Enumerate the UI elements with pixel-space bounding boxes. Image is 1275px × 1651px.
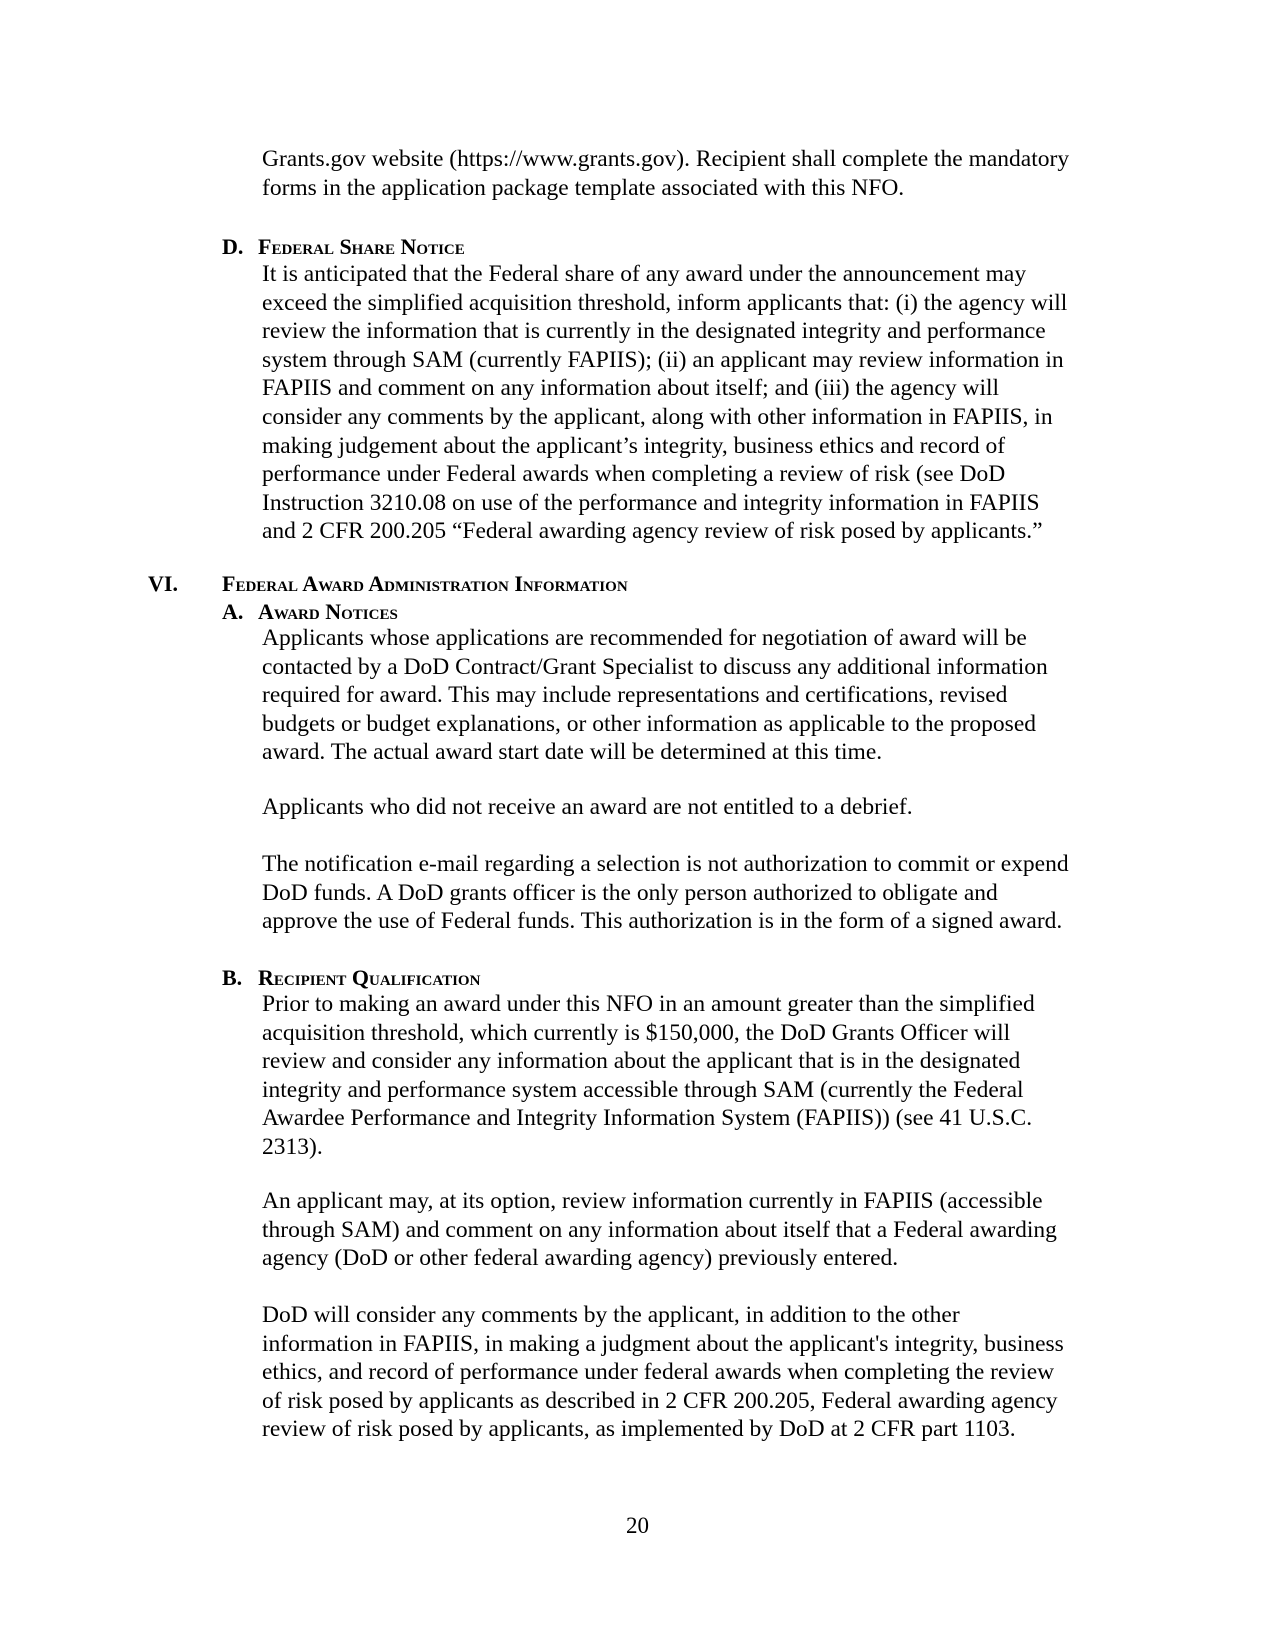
section-title: Award Notices xyxy=(258,599,398,624)
text-line: integrity and performance system accessible through SAM (currently the Federal xyxy=(262,1076,1024,1103)
text-line: Prior to making an award under this NFO in an amount greater than the simplified xyxy=(262,991,1035,1017)
text-line: forms in the application package template associated with this NFO. xyxy=(262,174,905,201)
text-line: Grants.gov website (https://www.grants.gov). Recipient shall complete the mandatory xyxy=(262,146,1070,172)
continuation-paragraph xyxy=(262,145,1132,202)
text-line: of risk posed by applicants as described in 2 CFR 200.205, Federal awarding agency xyxy=(262,1387,1058,1414)
section-numeral: VI. xyxy=(148,571,178,596)
text-line: review and consider any information about the applicant that is in the designated xyxy=(262,1048,1021,1075)
text-line: DoD funds. A DoD grants officer is the only person authorized to obligate and xyxy=(262,879,998,906)
page-number: 20 xyxy=(626,1513,649,1538)
text-line: required for award. This may include representations and certifications, revised xyxy=(262,682,1008,709)
award-notices-paragraph-3 xyxy=(262,850,1132,936)
text-line: Awardee Performance and Integrity Information System (FAPIIS)) (see 41 U.S.C. xyxy=(262,1105,1033,1132)
text-line: ethics, and record of performance under federal awards when completing the review xyxy=(262,1359,1055,1386)
text-line: making judgement about the applicant’s integrity, business ethics and record of xyxy=(262,432,1006,459)
text-line: 2313). xyxy=(262,1133,323,1160)
text-line: budgets or budget explanations, or other information as applicable to the proposed xyxy=(262,710,1036,737)
text-line: review of risk posed by applicants, as implemented by DoD at 2 CFR part 1103. xyxy=(262,1416,1016,1443)
text-line: DoD will consider any comments by the applicant, in addition to the other xyxy=(262,1302,960,1328)
section-title: Federal Award Administration Information xyxy=(222,571,628,596)
text-line: Applicants whose applications are recommended for negotiation of award will be xyxy=(262,625,1027,651)
section-letter: A. xyxy=(222,599,244,624)
award-notices-paragraph-2 xyxy=(262,793,1132,822)
text-line: agency (DoD or other federal awarding agency) previously entered. xyxy=(262,1245,899,1272)
text-line: review the information that is currently in the designated integrity and performance xyxy=(262,318,1046,345)
section-letter: D. xyxy=(222,234,244,259)
text-line: system through SAM (currently FAPIIS); (ii) an applicant may review information in xyxy=(262,346,1064,373)
text-line: Applicants who did not receive an award are not entitled to a debrief. xyxy=(262,794,913,820)
recipient-qualification-paragraph-1 xyxy=(262,990,1132,1162)
text-line: award. The actual award start date will be determined at this time. xyxy=(262,739,883,766)
text-line: consider any comments by the applicant, along with other information in FAPIIS, in xyxy=(262,403,1053,430)
recipient-qualification-paragraph-2 xyxy=(262,1187,1132,1273)
section-title: Federal Share Notice xyxy=(258,234,465,259)
section-title: Recipient Qualification xyxy=(258,965,481,990)
text-line: FAPIIS and comment on any information about itself; and (iii) the agency will xyxy=(262,375,1000,402)
text-line: The notification e-mail regarding a selection is not authorization to commit or expend xyxy=(262,851,1069,877)
text-line: exceed the simplified acquisition threshold, inform applicants that: (i) the agency will xyxy=(262,289,1068,316)
text-line: performance under Federal awards when completing a review of risk (see DoD xyxy=(262,461,1006,488)
text-line: approve the use of Federal funds. This authorization is in the form of a signed award. xyxy=(262,908,1063,935)
federal-share-paragraph xyxy=(262,260,1132,546)
award-notices-paragraph-1 xyxy=(262,624,1132,767)
section-letter: B. xyxy=(222,965,243,990)
text-line: and 2 CFR 200.205 “Federal awarding agency review of risk posed by applicants.” xyxy=(262,518,1043,545)
text-line: An applicant may, at its option, review information currently in FAPIIS (accessible xyxy=(262,1188,1043,1214)
recipient-qualification-paragraph-3 xyxy=(262,1301,1132,1444)
text-line: through SAM) and comment on any information about itself that a Federal awarding xyxy=(262,1216,1057,1243)
text-line: Instruction 3210.08 on use of the performance and integrity information in FAPIIS xyxy=(262,489,1040,516)
text-line: contacted by a DoD Contract/Grant Specialist to discuss any additional information xyxy=(262,653,1048,680)
text-line: acquisition threshold, which currently is $150,000, the DoD Grants Officer will xyxy=(262,1019,1011,1046)
text-line: It is anticipated that the Federal share of any award under the announcement may xyxy=(262,261,1027,287)
text-line: information in FAPIIS, in making a judgment about the applicant's integrity, business xyxy=(262,1330,1064,1357)
